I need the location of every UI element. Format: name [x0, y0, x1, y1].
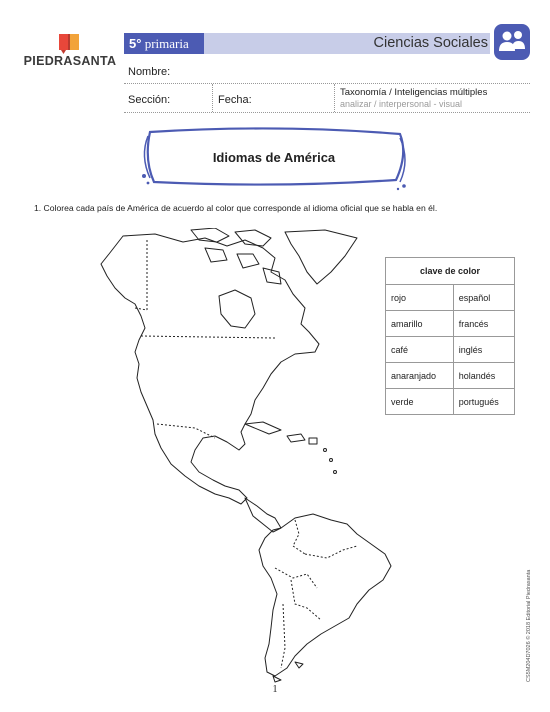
subject-title: Ciencias Sociales [373, 35, 488, 51]
key-color: café [386, 337, 454, 363]
grade-word: primaria [144, 36, 189, 51]
divider [124, 112, 530, 113]
divider [334, 84, 335, 112]
key-language: francés [453, 311, 514, 337]
instruction-text: 1. Colorea cada país de América de acuerdo al color que corresponde al idioma oficial que se habla en él. [34, 203, 438, 213]
taxonomy-subtitle: analizar / interpersonal - visual [340, 99, 463, 109]
section-label: Sección: [128, 94, 171, 106]
color-key-table [385, 257, 515, 415]
page-number: 1 [272, 684, 278, 695]
key-color: rojo [386, 285, 454, 311]
table-row [386, 389, 515, 415]
key-language: inglés [453, 337, 514, 363]
name-label: Nombre: [128, 66, 171, 78]
copyright-code: CS5M204D7026 © 2018 Editorial Piedrasanta [526, 569, 532, 682]
color-key-title: clave de color [386, 258, 515, 285]
logo-text: PIEDRASANTA [23, 54, 117, 68]
date-label: Fecha: [218, 94, 252, 106]
book-logo-icon [58, 32, 80, 54]
table-row [386, 285, 515, 311]
key-language: portugués [453, 389, 514, 415]
divider [212, 84, 213, 112]
key-color: anaranjado [386, 363, 454, 389]
americas-map [95, 228, 395, 683]
key-color: amarillo [386, 311, 454, 337]
divider [124, 83, 530, 84]
taxonomy-title: Taxonomía / Inteligencias múltiples [340, 87, 488, 98]
table-row [386, 311, 515, 337]
worksheet-title: Idiomas de América [212, 150, 336, 165]
grade-tag [124, 33, 204, 54]
key-language: holandés [453, 363, 514, 389]
key-color: verde [386, 389, 454, 415]
table-row [386, 363, 515, 389]
publisher-logo [20, 28, 120, 72]
grade-number: 5° [129, 36, 142, 51]
key-language: español [453, 285, 514, 311]
table-row [386, 337, 515, 363]
people-icon [494, 24, 530, 60]
